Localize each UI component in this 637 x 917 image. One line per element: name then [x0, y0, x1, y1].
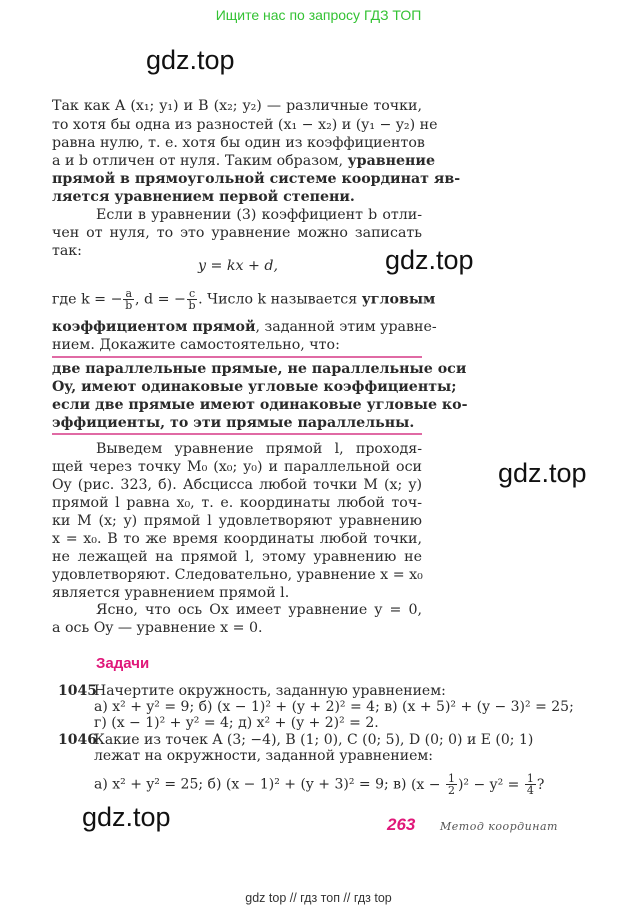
theorem-line: если две прямые имеют одинаковые угловые ко- [52, 397, 468, 413]
text-line: Если в уравнении (3) коэффициент b отли- [96, 207, 422, 223]
search-banner[interactable]: Ищите нас по запросу ГДЗ ТОП [215, 7, 422, 23]
text-line: равна нулю, т. е. хотя бы один из коэффициентов [52, 135, 425, 151]
text-line [52, 152, 435, 170]
definition-line [52, 287, 436, 312]
bold-term: уравнение [347, 153, 435, 169]
k-denominator: b [125, 299, 133, 312]
text-line: x = x₀. В то же время координаты любой точки, [52, 531, 422, 547]
text-run: где k = − [52, 291, 123, 308]
text-line: не лежащей на прямой l, этому уравнению не [52, 549, 422, 565]
problem-formula [410, 772, 545, 797]
running-title: Метод координат [440, 820, 558, 833]
problem-line: лежат на окружности, заданной уравнением: [94, 748, 433, 764]
text-line: чен от нуля, то это уравнение можно записать [52, 225, 422, 241]
bold-term: коэффициентом прямой [52, 319, 256, 335]
quarter-denominator: 4 [526, 784, 534, 797]
problem-line: а) x² + y² = 9; б) (x − 1)² + (y + 2)² = 4; в) (x + 5)² + (y − 3)² = 25; [94, 699, 574, 715]
text-line: Ясно, что ось Ox имеет уравнение y = 0, [96, 602, 422, 618]
k-numerator: a [125, 287, 133, 300]
text-run: , заданной этим уравне- [255, 319, 437, 335]
problem-text: Начертите окружность, заданную уравнением: [94, 683, 446, 699]
watermark: gdz.top [82, 802, 171, 832]
text-line: является уравнением прямой l. [52, 585, 290, 601]
main-formula: y = kx + d, [198, 258, 279, 274]
theorem-top-rule [52, 356, 422, 358]
text-line: ки M (x; y) прямой l удовлетворяют уравнению [52, 513, 422, 529]
problem-line [94, 773, 544, 796]
text-line: Так как A (x₁; y₁) и B (x₂; y₂) — различные точки, [52, 98, 422, 114]
theorem-line: две параллельные прямые, не параллельные оси [52, 361, 467, 377]
text-line: нием. Докажите самостоятельно, что: [52, 337, 340, 353]
problem-text: Какие из точек A (3; −4), B (1; 0), C (0; 5), D (0; 0) и E (0; 1) [94, 732, 534, 748]
fraction-quarter [525, 773, 536, 796]
fraction-half [446, 773, 457, 796]
problem-number: 1045 [58, 683, 97, 699]
text-line: то хотя бы одна из разностей (x₁ − x₂) и (y₁ − y₂) не [52, 117, 438, 133]
text-line: прямой в прямоугольной системе координат яв- [52, 171, 461, 187]
theorem-line: Oy, имеют одинаковые угловые коэффициенты; [52, 379, 457, 395]
quarter-numerator: 1 [526, 772, 534, 785]
text-line: а ось Oy — уравнение x = 0. [52, 620, 263, 636]
bold-term: угловым [361, 291, 436, 308]
problem-line: г) (x − 1)² + y² = 4; д) x² + (y + 2)² = 2. [94, 715, 379, 731]
d-denominator: b [188, 299, 196, 312]
theorem-bottom-rule [52, 433, 422, 435]
half-denominator: 2 [447, 784, 455, 797]
half-numerator: 1 [447, 772, 455, 785]
fraction-k [123, 288, 134, 311]
text-line: щей через точку M₀ (x₀; y₀) и параллельной оси [52, 459, 422, 475]
text-line: Oy (рис. 323, б). Абсцисса любой точки M (x; y) [52, 477, 422, 493]
tasks-heading: Задачи [96, 655, 150, 672]
page-number: 263 [387, 815, 416, 834]
theorem-line: эффициенты, то эти прямые параллельны. [52, 415, 415, 431]
text-line: удовлетворяют. Следовательно, уравнение x = x₀ [52, 567, 423, 583]
formula-part: (x − [410, 776, 445, 793]
watermark: gdz.top [146, 45, 235, 75]
fraction-d [187, 288, 197, 311]
text-line: прямой l равна x₀, т. е. координаты любой точ- [52, 495, 422, 511]
formula-part: )² − y² = [457, 776, 524, 793]
text-run: , d = − [135, 291, 186, 308]
text-run: . Число k называется [198, 291, 358, 308]
problem-number: 1046 [58, 732, 97, 748]
formula-part: ? [536, 776, 545, 793]
text-line [52, 318, 437, 336]
d-numerator: c [188, 287, 196, 300]
text-run: a и b отличен от нуля. Таким образом, [52, 153, 344, 169]
problem-text: а) x² + y² = 25; б) (x − 1)² + (y + 3)² = 9; в) [94, 776, 407, 793]
watermark: gdz.top [498, 458, 587, 488]
text-line: так: [52, 243, 82, 259]
footer-links[interactable]: gdz top // гдз топ // гдз top [245, 891, 392, 905]
watermark: gdz.top [385, 245, 474, 275]
text-line: Выведем уравнение прямой l, проходя- [96, 441, 422, 457]
text-line: ляется уравнением первой степени. [52, 189, 355, 205]
